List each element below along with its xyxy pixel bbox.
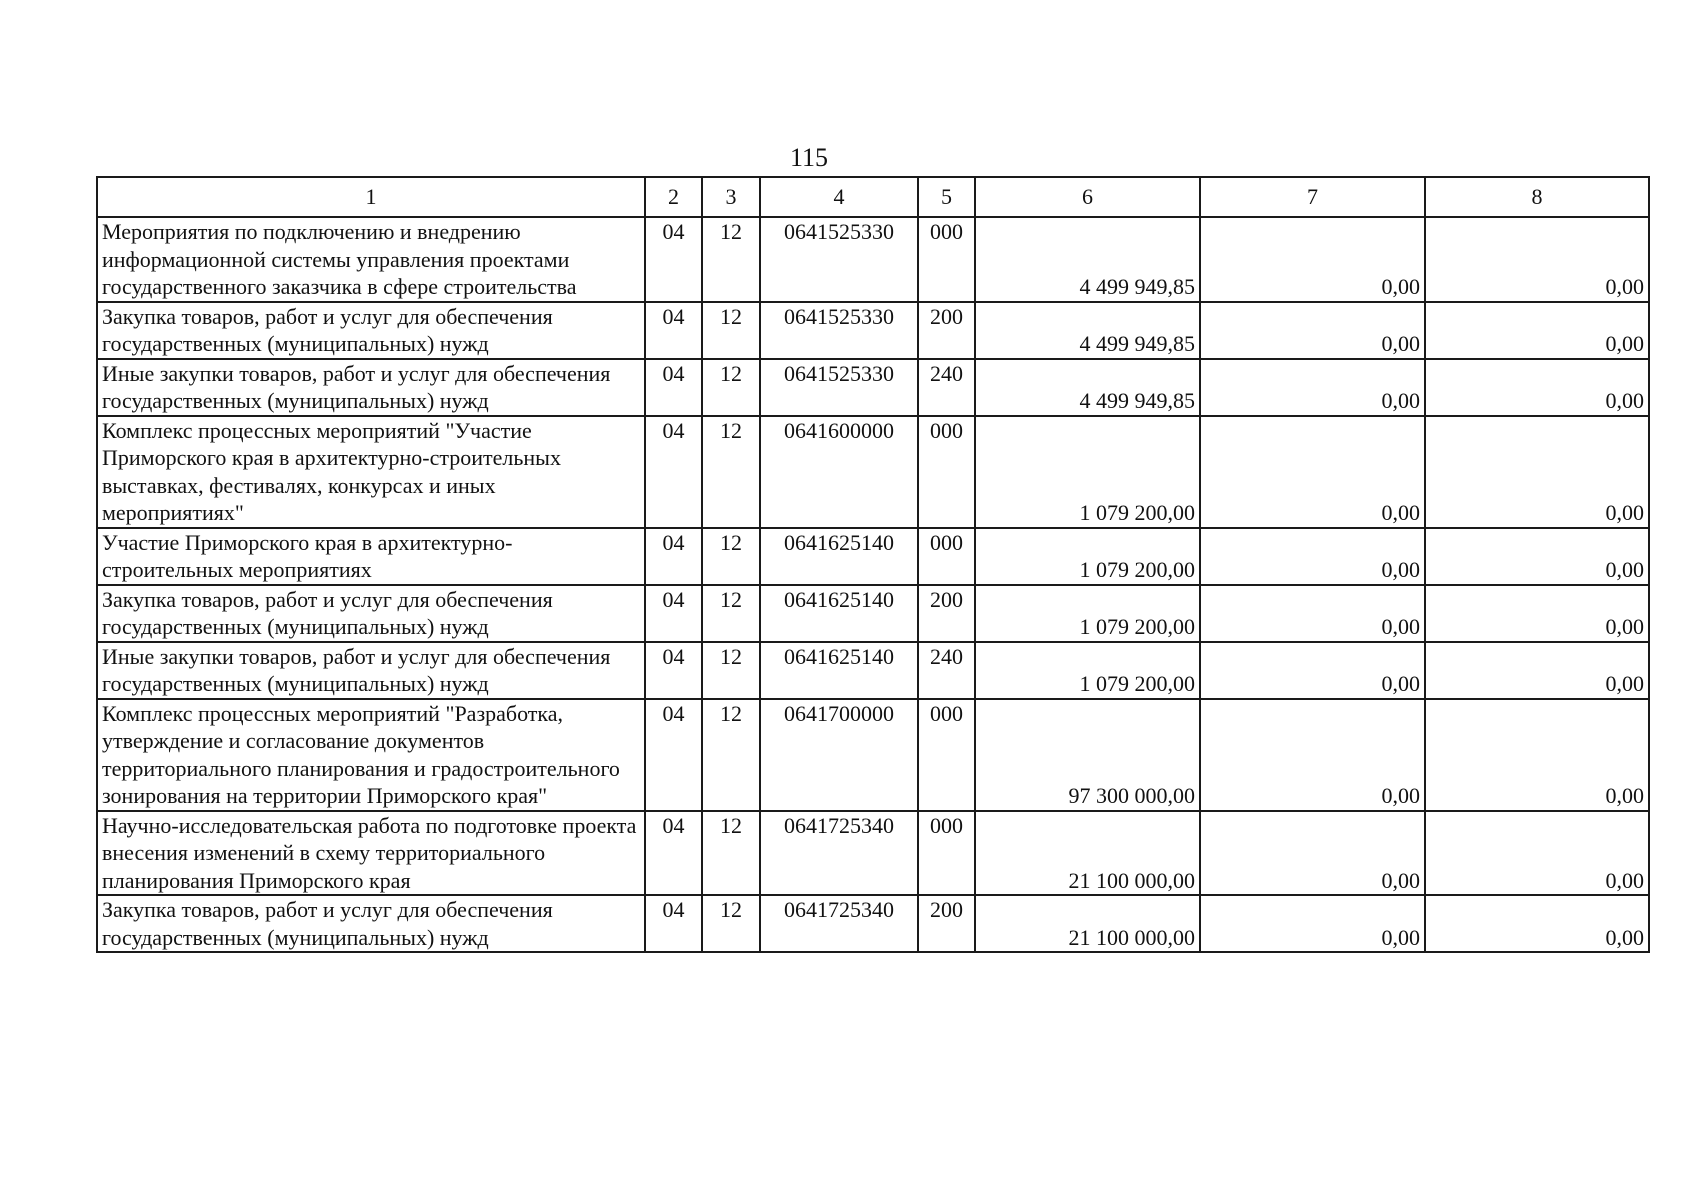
row-name: Мероприятия по подключению и внедрению информационной системы управления проектами государственного заказчика в сфере строительства <box>97 217 645 302</box>
budget-table <box>96 176 1650 953</box>
row-code-3: 12 <box>702 642 760 699</box>
row-code-3: 12 <box>702 416 760 528</box>
row-amount-8: 0,00 <box>1425 585 1649 642</box>
row-amount-6: 1 079 200,00 <box>975 585 1200 642</box>
row-code-5: 200 <box>918 585 975 642</box>
row-code-5: 000 <box>918 528 975 585</box>
row-code-4: 0641525330 <box>760 217 918 302</box>
column-header-7: 7 <box>1200 177 1425 217</box>
row-amount-7: 0,00 <box>1200 359 1425 416</box>
row-amount-7: 0,00 <box>1200 895 1425 952</box>
row-code-5: 200 <box>918 302 975 359</box>
row-amount-7: 0,00 <box>1200 416 1425 528</box>
row-code-4: 0641725340 <box>760 895 918 952</box>
row-amount-7: 0,00 <box>1200 302 1425 359</box>
column-header-3: 3 <box>702 177 760 217</box>
row-amount-6: 4 499 949,85 <box>975 302 1200 359</box>
column-header-1: 1 <box>97 177 645 217</box>
table-row <box>97 416 1649 528</box>
row-code-2: 04 <box>645 217 702 302</box>
row-code-5: 000 <box>918 416 975 528</box>
table-row <box>97 302 1649 359</box>
row-code-2: 04 <box>645 699 702 811</box>
row-code-3: 12 <box>702 217 760 302</box>
row-code-2: 04 <box>645 585 702 642</box>
page-number: 115 <box>789 143 829 172</box>
row-amount-8: 0,00 <box>1425 811 1649 896</box>
table-row <box>97 642 1649 699</box>
row-code-3: 12 <box>702 528 760 585</box>
row-amount-6: 1 079 200,00 <box>975 528 1200 585</box>
row-code-2: 04 <box>645 895 702 952</box>
row-amount-7: 0,00 <box>1200 528 1425 585</box>
row-code-5: 000 <box>918 699 975 811</box>
row-amount-7: 0,00 <box>1200 811 1425 896</box>
row-code-4: 0641700000 <box>760 699 918 811</box>
row-amount-7: 0,00 <box>1200 642 1425 699</box>
row-code-4: 0641625140 <box>760 585 918 642</box>
row-amount-8: 0,00 <box>1425 699 1649 811</box>
row-amount-8: 0,00 <box>1425 528 1649 585</box>
row-code-2: 04 <box>645 811 702 896</box>
row-code-2: 04 <box>645 359 702 416</box>
row-code-2: 04 <box>645 642 702 699</box>
row-name: Участие Приморского края в архитектурно-строительных мероприятиях <box>97 528 645 585</box>
row-code-2: 04 <box>645 528 702 585</box>
row-code-4: 0641725340 <box>760 811 918 896</box>
row-code-4: 0641625140 <box>760 528 918 585</box>
row-code-4: 0641525330 <box>760 302 918 359</box>
table-row <box>97 895 1649 952</box>
row-code-2: 04 <box>645 302 702 359</box>
column-header-4: 4 <box>760 177 918 217</box>
row-code-4: 0641625140 <box>760 642 918 699</box>
column-header-2: 2 <box>645 177 702 217</box>
row-amount-7: 0,00 <box>1200 585 1425 642</box>
row-code-5: 000 <box>918 811 975 896</box>
row-code-5: 200 <box>918 895 975 952</box>
row-name: Комплекс процессных мероприятий "Разработка, утверждение и согласование документов территориального планирования и градостроительного зонирования на территории Приморского края" <box>97 699 645 811</box>
row-amount-8: 0,00 <box>1425 416 1649 528</box>
row-amount-7: 0,00 <box>1200 217 1425 302</box>
row-code-2: 04 <box>645 416 702 528</box>
row-amount-6: 1 079 200,00 <box>975 642 1200 699</box>
table-row <box>97 359 1649 416</box>
row-name: Научно-исследовательская работа по подготовке проекта внесения изменений в схему территориального планирования Приморского края <box>97 811 645 896</box>
table-header-row <box>97 177 1649 217</box>
row-amount-8: 0,00 <box>1425 895 1649 952</box>
row-name: Иные закупки товаров, работ и услуг для обеспечения государственных (муниципальных) нужд <box>97 359 645 416</box>
table-row <box>97 811 1649 896</box>
row-name: Комплекс процессных мероприятий "Участие Приморского края в архитектурно-строительных выставках, фестивалях, конкурсах и иных мероприятиях" <box>97 416 645 528</box>
column-header-6: 6 <box>975 177 1200 217</box>
row-amount-8: 0,00 <box>1425 359 1649 416</box>
row-amount-6: 21 100 000,00 <box>975 895 1200 952</box>
row-code-3: 12 <box>702 895 760 952</box>
row-amount-8: 0,00 <box>1425 642 1649 699</box>
row-name: Закупка товаров, работ и услуг для обеспечения государственных (муниципальных) нужд <box>97 585 645 642</box>
row-amount-8: 0,00 <box>1425 217 1649 302</box>
row-code-3: 12 <box>702 699 760 811</box>
row-amount-7: 0,00 <box>1200 699 1425 811</box>
row-code-5: 240 <box>918 642 975 699</box>
row-code-4: 0641525330 <box>760 359 918 416</box>
row-name: Иные закупки товаров, работ и услуг для обеспечения государственных (муниципальных) нужд <box>97 642 645 699</box>
row-code-5: 240 <box>918 359 975 416</box>
row-code-3: 12 <box>702 359 760 416</box>
row-amount-6: 4 499 949,85 <box>975 359 1200 416</box>
table-row <box>97 585 1649 642</box>
row-amount-8: 0,00 <box>1425 302 1649 359</box>
table-row <box>97 528 1649 585</box>
row-amount-6: 1 079 200,00 <box>975 416 1200 528</box>
table-row <box>97 217 1649 302</box>
row-amount-6: 4 499 949,85 <box>975 217 1200 302</box>
table-row <box>97 699 1649 811</box>
row-amount-6: 21 100 000,00 <box>975 811 1200 896</box>
column-header-8: 8 <box>1425 177 1649 217</box>
column-header-5: 5 <box>918 177 975 217</box>
row-code-5: 000 <box>918 217 975 302</box>
row-code-3: 12 <box>702 585 760 642</box>
row-code-4: 0641600000 <box>760 416 918 528</box>
row-amount-6: 97 300 000,00 <box>975 699 1200 811</box>
row-name: Закупка товаров, работ и услуг для обеспечения государственных (муниципальных) нужд <box>97 895 645 952</box>
row-name: Закупка товаров, работ и услуг для обеспечения государственных (муниципальных) нужд <box>97 302 645 359</box>
row-code-3: 12 <box>702 811 760 896</box>
row-code-3: 12 <box>702 302 760 359</box>
